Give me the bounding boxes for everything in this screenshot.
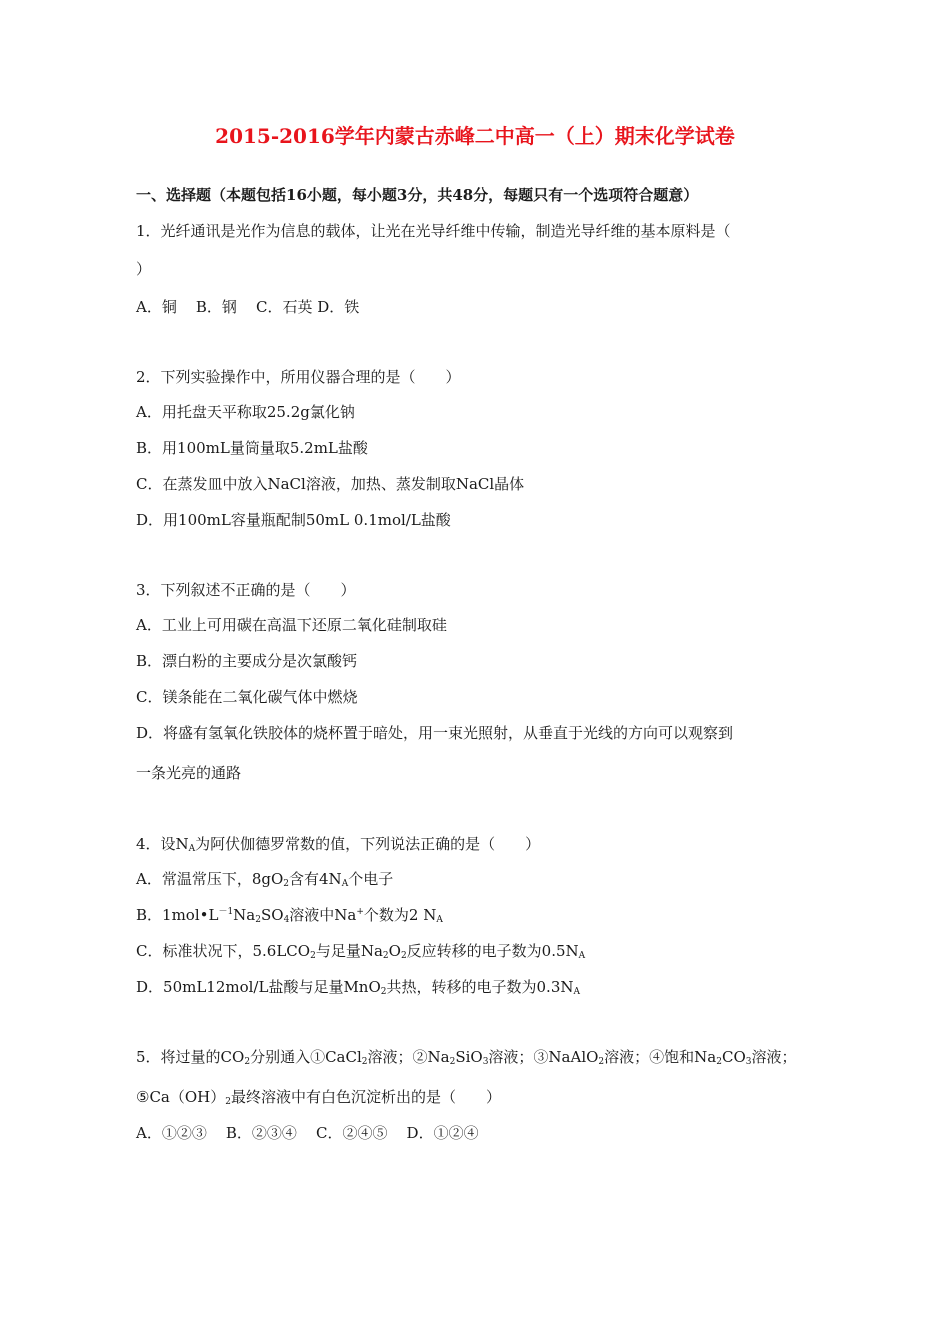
section-heading: 一、选择题（本题包括16小题，每小题3分，共48分，每题只有一个选项符合题意） — [136, 186, 699, 204]
question-5-options: A．①②③ B．②③④ C．②④⑤ D．①②④ — [136, 1124, 479, 1142]
question-3-option-b: B．漂白粉的主要成分是次氯酸钙 — [136, 652, 358, 670]
question-5-stem: 5．将过量的$CO_2$分别通入①CaCl$_2$溶液；$②Na_2SiO_3$溶液；③NaAlO$_2$溶液；④饱和$Na_2CO_3$溶液； — [136, 1048, 797, 1067]
question-4-option-c: C．标准状况下，$5.6LCO_2$与足量$Na_2O_2$反应转移的电子数为$0.5N_A$ — [136, 942, 586, 961]
question-1-stem: 1．光纤通讯是光作为信息的载体，让光在光导纤维中传输，制造光导纤维的基本原料是（ — [136, 222, 731, 240]
question-3-option-a: A．工业上可用碳在高温下还原二氧化硅制取硅 — [136, 616, 447, 634]
question-2-option-c: C．在蒸发皿中放入NaCl溶液，加热、蒸发制取NaCl晶体 — [136, 475, 525, 493]
question-4-stem: 4．设$N_A$为阿伏伽德罗常数的值，下列说法正确的是（ ） — [136, 835, 541, 854]
question-3-option-d-cont: 一条光亮的通路 — [136, 764, 242, 782]
page-title: 2015-2016学年内蒙古赤峰二中高一（上）期末化学试卷 — [215, 124, 735, 148]
question-2-option-a: A．用托盘天平称取25.2g氯化钠 — [136, 403, 355, 421]
question-4-option-b: B．$1mol•L^{-1}Na_2SO_4$溶液中Na+个数为2 $N_A$ — [136, 906, 443, 925]
question-3-stem: 3．下列叙述不正确的是（ ） — [136, 581, 356, 599]
question-3-option-c: C．镁条能在二氧化碳气体中燃烧 — [136, 688, 358, 706]
question-1-options: A．铜 B．钢 C．石英 D．铁 — [136, 298, 360, 316]
question-3-option-d: D．将盛有氢氧化铁胶体的烧杯置于暗处，用一束光照射，从垂直于光线的方向可以观察到 — [136, 724, 734, 742]
question-2-stem: 2．下列实验操作中，所用仪器合理的是（ ） — [136, 368, 461, 386]
question-1-stem-cont: ） — [136, 260, 152, 278]
question-4-option-d: D．50mL12mol/L盐酸与足量MnO$_2$共热，转移的电子数为$0.3N_A$ — [136, 978, 580, 997]
question-2-option-b: B．用100mL量筒量取5.2mL盐酸 — [136, 439, 368, 457]
question-5-stem-cont: $⑤Ca(OH)_2$最终溶液中有白色沉淀析出的是（ ） — [136, 1088, 501, 1107]
question-4-option-a: A．常温常压下，$8gO_2$含有$4N_A$个电子 — [136, 870, 394, 889]
question-2-option-d: D．用100mL容量瓶配制50mL 0.1mol/L盐酸 — [136, 511, 451, 529]
